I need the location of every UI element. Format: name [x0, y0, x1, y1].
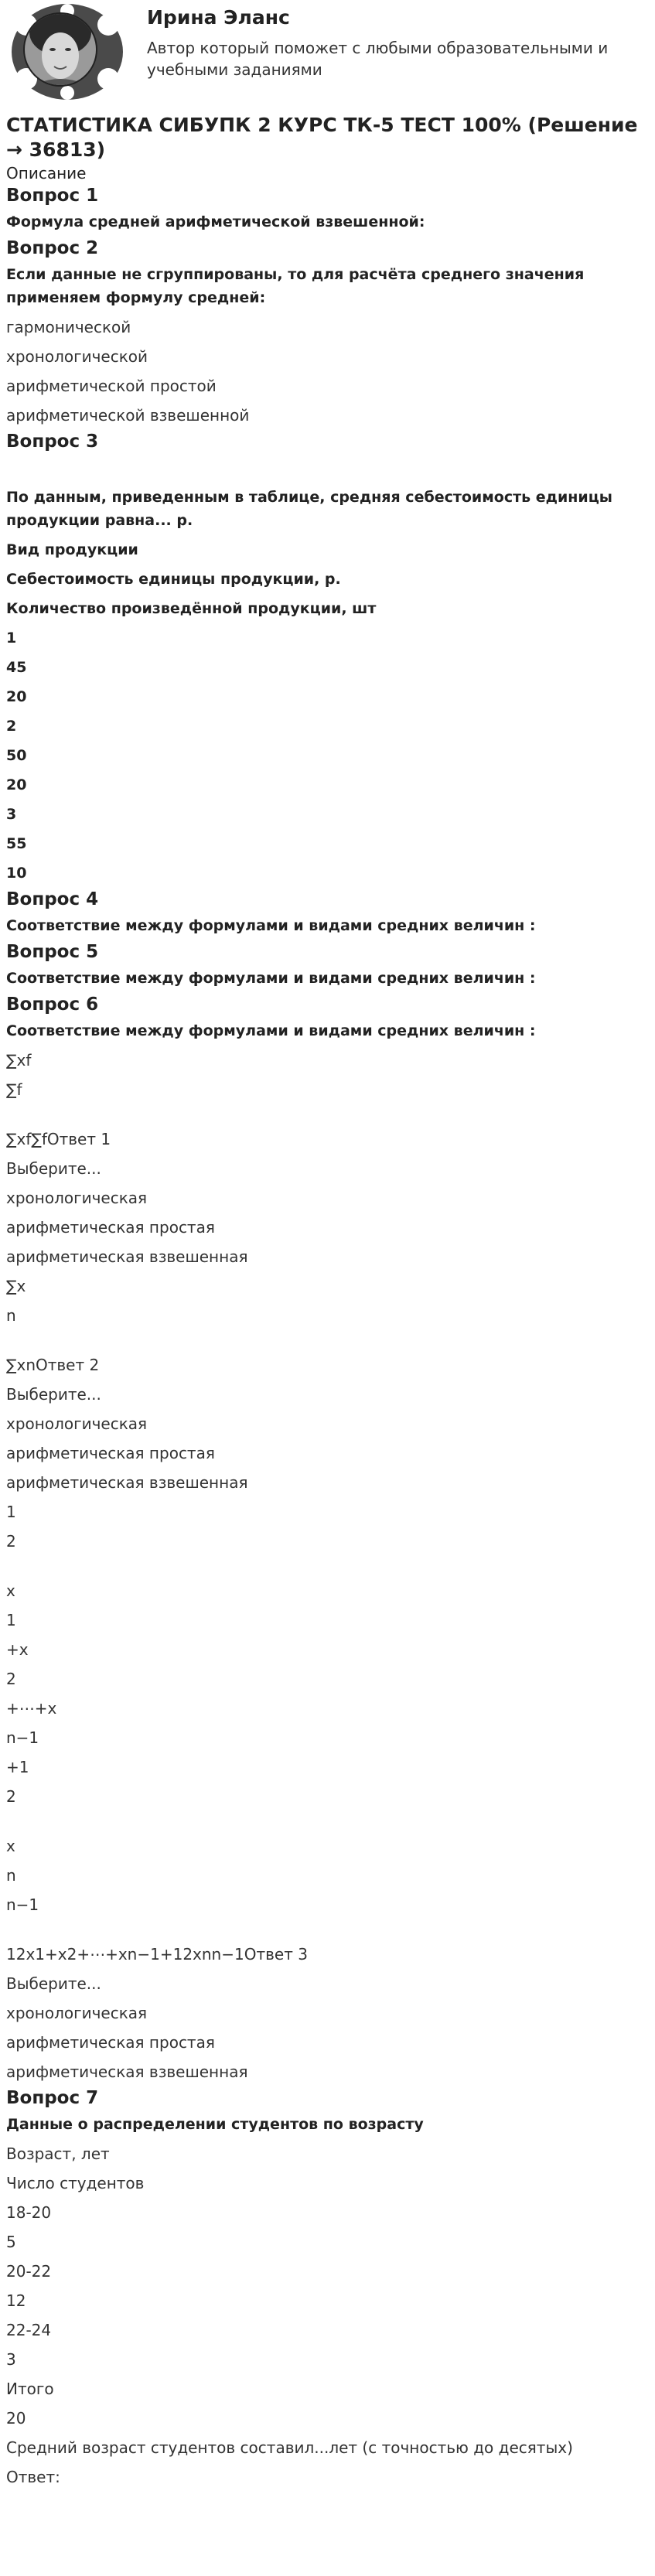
- question-2-text: Если данные не сгруппированы, то для расчёта среднего значения применяем формулу средней:: [6, 266, 585, 306]
- table-cell: 20: [6, 776, 27, 793]
- formula-fragment: n−1: [6, 1728, 39, 1747]
- answer-label: Ответ:: [6, 2468, 60, 2486]
- table-cell: 20: [6, 688, 27, 705]
- answer-2-option[interactable]: хронологическая: [6, 1414, 148, 1433]
- table-cell: 10: [6, 865, 27, 882]
- table-cell: Вид продукции: [6, 541, 138, 558]
- table-cell: 3: [6, 2350, 16, 2369]
- question-1-heading: Вопрос 1: [6, 186, 99, 206]
- formula-numerator: ∑x: [6, 1277, 26, 1295]
- formula-fragment: n−1: [6, 1895, 39, 1914]
- answer-1-option[interactable]: арифметическая простая: [6, 1218, 215, 1237]
- formula-fragment: 2: [6, 1787, 16, 1806]
- table-cell: 2: [6, 718, 17, 735]
- author-header: [6, 0, 649, 108]
- answer-3-option[interactable]: арифметическая взвешенная: [6, 2063, 248, 2081]
- answer-3-label: 12x1+x2+⋯+xn−1+12xnn−1Ответ 3: [6, 1945, 308, 1964]
- table-cell: 20-22: [6, 2262, 52, 2281]
- question-7-prompt: Средний возраст студентов составил...лет (с точностью до десятых): [6, 2438, 573, 2457]
- table-cell: 45: [6, 659, 27, 676]
- answer-1-option[interactable]: хронологическая: [6, 1189, 148, 1207]
- formula-denominator: ∑f: [6, 1080, 22, 1099]
- answer-2-label: ∑xnОтвет 2: [6, 1356, 100, 1374]
- question-7-heading: Вопрос 7: [6, 2088, 99, 2108]
- question-3-text: По данным, приведенным в таблице, средняя себестоимость единицы продукции равна... р.: [6, 489, 612, 529]
- formula-fragment: 1: [6, 1611, 16, 1629]
- author-avatar-icon[interactable]: [9, 2, 125, 102]
- answer-3-option[interactable]: арифметическая простая: [6, 2033, 215, 2052]
- table-cell: 22-24: [6, 2321, 52, 2339]
- author-name[interactable]: Ирина Эланс: [147, 6, 290, 29]
- table-cell: 55: [6, 835, 27, 852]
- answer-1-select[interactable]: Выберите...: [6, 1159, 101, 1178]
- question-7-text: Данные о распределении студентов по возрасту: [6, 2116, 424, 2133]
- table-cell: Число студентов: [6, 2174, 145, 2192]
- answer-1-label: ∑xf∑fОтвет 1: [6, 1130, 111, 1148]
- table-cell: 1: [6, 629, 17, 647]
- answer-2-select[interactable]: Выберите...: [6, 1385, 101, 1404]
- formula-fragment: +x: [6, 1640, 29, 1659]
- table-cell: 5: [6, 2233, 16, 2251]
- table-cell: Итого: [6, 2380, 54, 2398]
- formula-fragment: 2: [6, 1532, 16, 1551]
- question-2-option: арифметической взвешенной: [6, 406, 250, 425]
- formula-fragment: 1: [6, 1503, 16, 1521]
- question-1-text: Формула средней арифметической взвешенной:: [6, 213, 425, 230]
- formula-fragment: +1: [6, 1758, 29, 1776]
- question-6-heading: Вопрос 6: [6, 995, 99, 1015]
- table-cell: Количество произведённой продукции, шт: [6, 600, 377, 617]
- formula-fragment: n: [6, 1866, 16, 1885]
- answer-2-option[interactable]: арифметическая взвешенная: [6, 1473, 248, 1492]
- table-cell: 12: [6, 2291, 26, 2310]
- answer-3-option[interactable]: хронологическая: [6, 2004, 148, 2022]
- author-description: Автор который поможет с любыми образовательными и учебными заданиями: [147, 39, 609, 79]
- answer-2-option[interactable]: арифметическая простая: [6, 1444, 215, 1462]
- question-5-heading: Вопрос 5: [6, 942, 99, 962]
- formula-fragment: +⋯+x: [6, 1699, 57, 1718]
- question-2-heading: Вопрос 2: [6, 238, 99, 258]
- question-2-option: хронологической: [6, 347, 148, 366]
- description-label: Описание: [6, 164, 87, 183]
- question-3-heading: Вопрос 3: [6, 432, 99, 452]
- formula-numerator: ∑xf: [6, 1051, 32, 1070]
- table-cell: 18-20: [6, 2203, 52, 2222]
- answer-1-option[interactable]: арифметическая взвешенная: [6, 1247, 248, 1266]
- question-2-option: гармонической: [6, 318, 131, 336]
- table-cell: 3: [6, 806, 17, 823]
- question-4-text: Соответствие между формулами и видами средних величин :: [6, 917, 536, 934]
- document-title: СТАТИСТИКА СИБУПК 2 КУРС ТК-5 ТЕСТ 100% (Решение → 36813): [6, 114, 638, 161]
- table-cell: 20: [6, 2409, 26, 2428]
- formula-fragment: x: [6, 1581, 15, 1600]
- formula-fragment: 2: [6, 1670, 16, 1688]
- formula-fragment: x: [6, 1837, 15, 1855]
- question-5-text: Соответствие между формулами и видами средних величин :: [6, 970, 536, 987]
- table-cell: Возраст, лет: [6, 2144, 110, 2163]
- answer-3-select[interactable]: Выберите...: [6, 1974, 101, 1993]
- question-2-option: арифметической простой: [6, 377, 217, 395]
- question-6-text: Соответствие между формулами и видами средних величин :: [6, 1022, 536, 1039]
- formula-denominator: n: [6, 1306, 16, 1325]
- table-cell: Себестоимость единицы продукции, р.: [6, 571, 341, 588]
- table-cell: 50: [6, 747, 27, 764]
- question-4-heading: Вопрос 4: [6, 889, 99, 909]
